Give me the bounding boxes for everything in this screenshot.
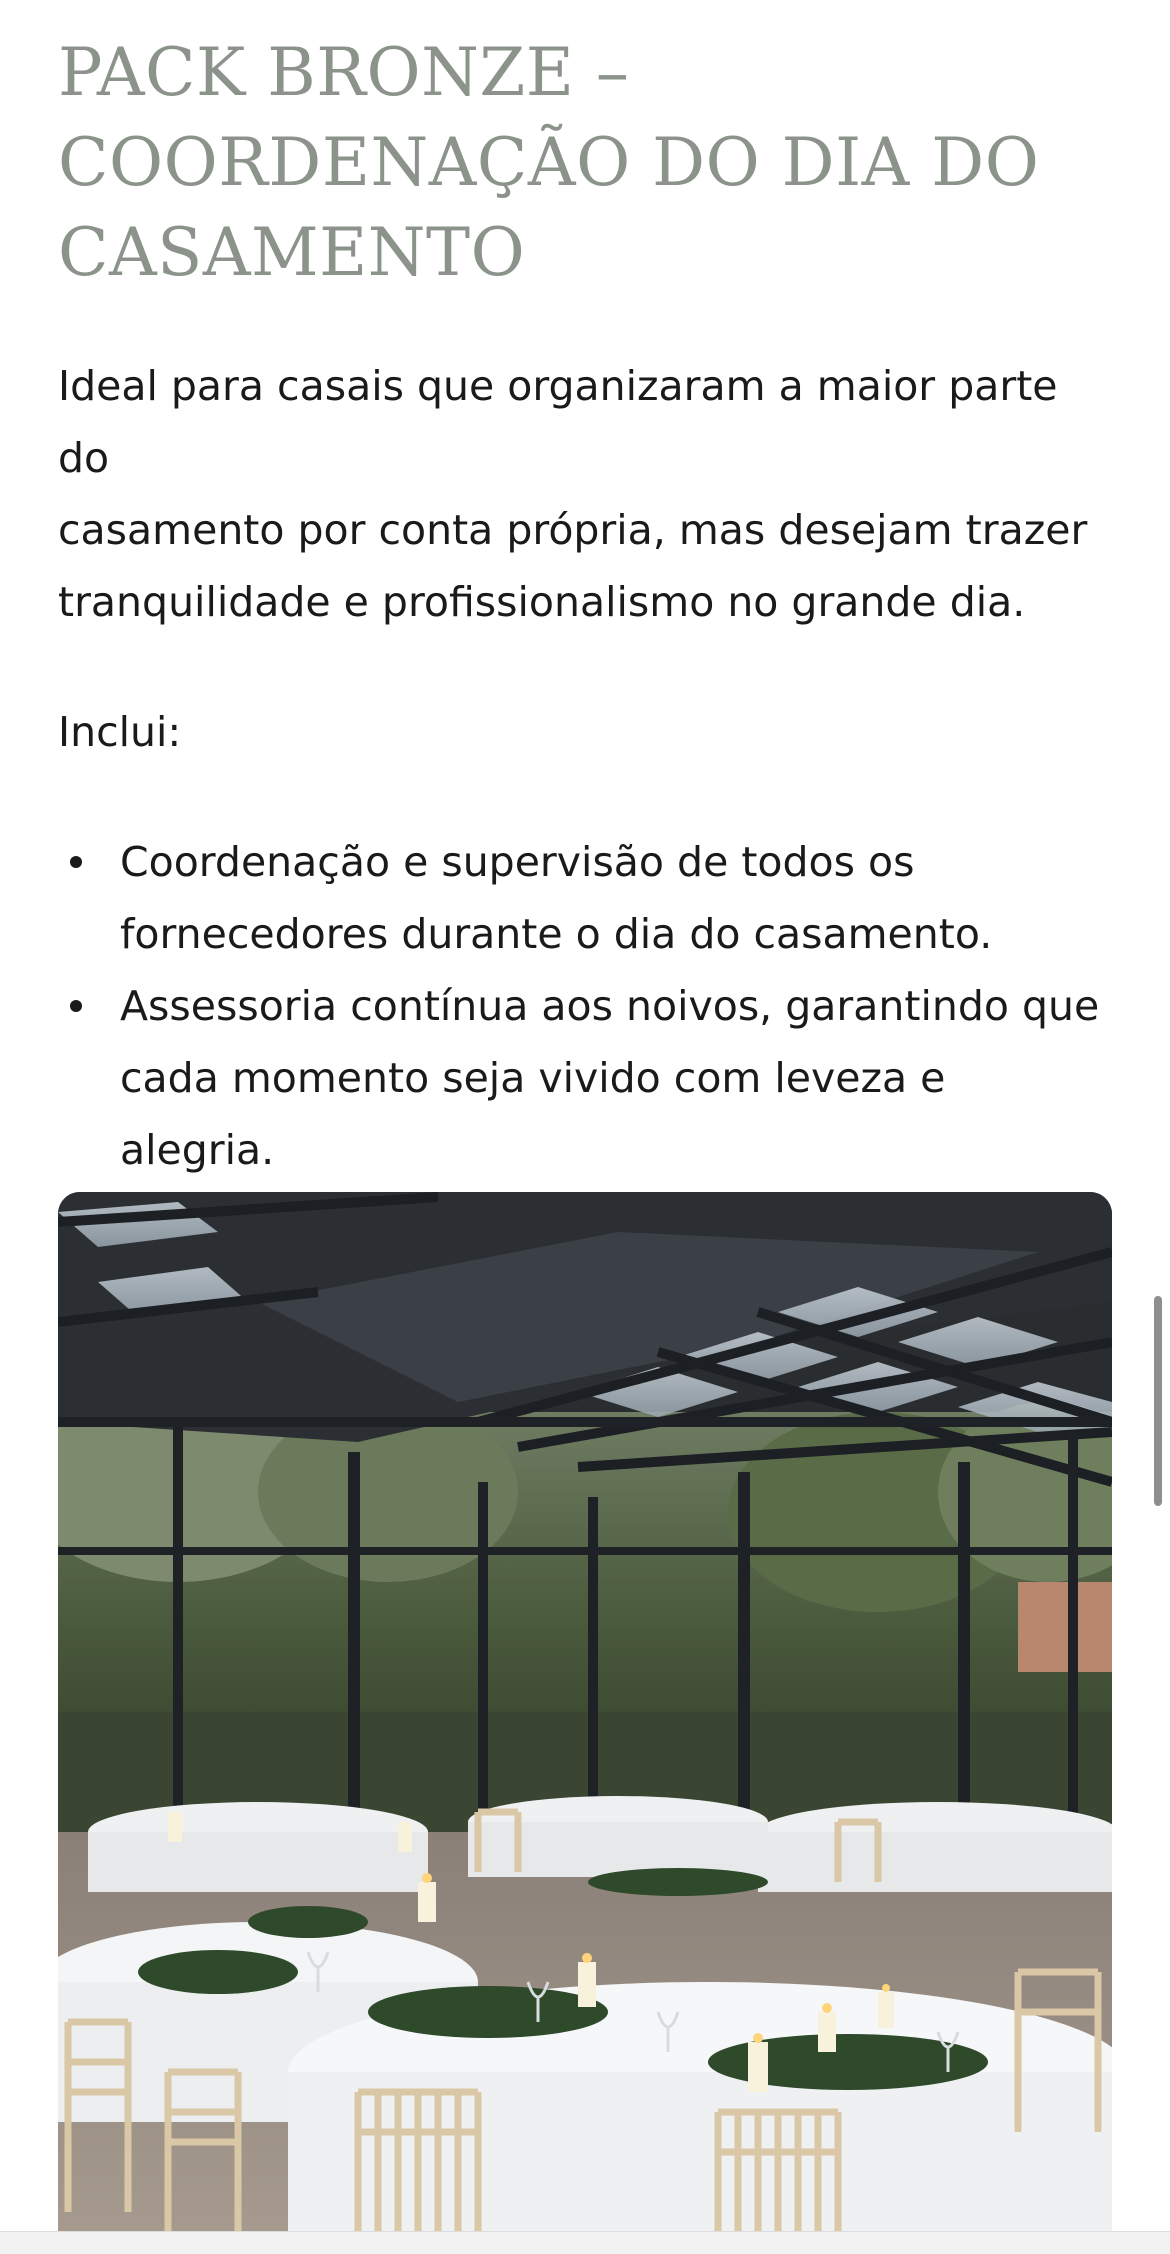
content-column [58, 0, 1110, 1330]
intro-line: casamento por conta própria, mas desejam trazer [58, 506, 1088, 554]
list-item-line: cada momento seja vivido com leveza e alegria. [120, 1054, 946, 1174]
title-line: COORDENAÇÃO DO DIA DO [58, 124, 1040, 201]
bottom-browser-bar [0, 2231, 1170, 2254]
list-item-line: Coordenação e supervisão de todos os [120, 838, 915, 886]
intro-paragraph [58, 350, 1110, 638]
list-item-line: fornecedores durante o dia do casamento. [120, 910, 993, 958]
intro-line: tranquilidade e profissionalismo no grande dia. [58, 578, 1026, 626]
scrollbar-thumb[interactable] [1154, 1296, 1162, 1506]
title-line: CASAMENTO [58, 214, 526, 291]
list-item [58, 826, 1110, 970]
venue-photo [58, 1192, 1112, 2232]
venue-photo-icon [58, 1192, 1112, 2232]
includes-label: Inclui: [58, 708, 182, 756]
title-line: PACK BRONZE – [58, 34, 630, 111]
intro-line: Ideal para casais que organizaram a maior parte do [58, 362, 1058, 482]
page-title [58, 0, 1110, 298]
list-item-line: Assessoria contínua aos noivos, garantindo que [120, 982, 1100, 1030]
bullet-icon [70, 1000, 82, 1012]
list-item [58, 970, 1110, 1186]
bullet-icon [70, 856, 82, 868]
